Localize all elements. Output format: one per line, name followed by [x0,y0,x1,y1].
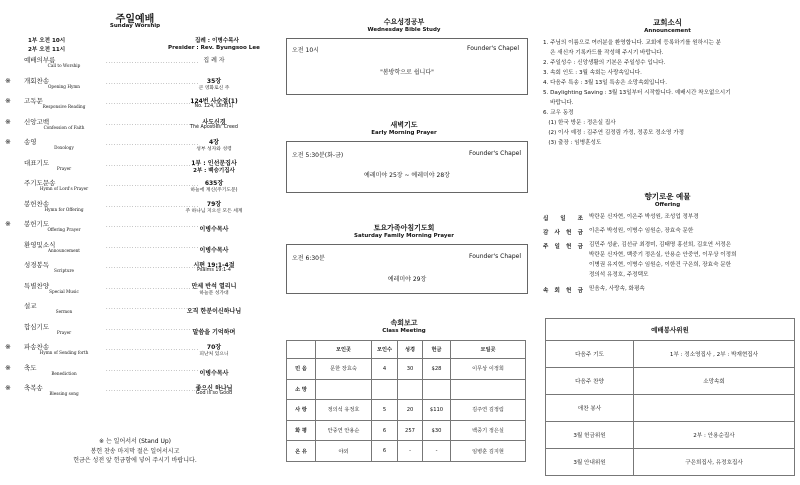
order-item-english: Doxology [54,145,74,150]
stand-marker: ※ [5,76,11,85]
order-item-title: 송영 [24,138,37,146]
dawn-title: 새벽기도 [390,121,418,129]
leader-dots: ···································· [106,326,200,333]
offering-subtitle: Offering [654,202,681,208]
class-table-header: 모인수 [372,341,398,359]
announcement-item: 바랍니다. [543,100,574,106]
offering-names [589,226,789,236]
order-item-title: 축복송 [24,384,43,392]
worship-duty-table [545,318,795,476]
order-item-title: 신앙고백 [24,117,50,126]
duty-label: 3월 헌금위원 [546,422,634,449]
order-item-value: 오직 한분이신하나님 [186,308,242,315]
class-table-cell: 김주연 김정림 [451,400,526,421]
stand-marker: ※ [5,343,11,351]
class-table-header [287,341,316,359]
order-item [0,55,270,71]
class-table-header: 모인곳 [316,341,372,359]
order-item-english: Prayer [56,329,72,335]
duty-row [546,341,795,368]
stand-marker: ※ [5,117,11,126]
offering-names [589,284,789,294]
order-item [0,117,270,133]
order-item-value: 이병수목사 [199,246,229,254]
order-item-english: Benediction [51,370,77,376]
order-item-value: 집 례 자 [203,57,225,64]
order-item-value: 만세 반석 열리니 [191,282,237,290]
order-item-english: Sermon [55,309,73,314]
order-item-title: 성경봉독 [24,261,50,269]
offering-label: 속 회 헌 금 [543,288,583,294]
leader-dots: ···································· [106,60,200,66]
class-table-cell: 20 [398,400,423,421]
announcement-item: 2. 주일성수 : 신앙생활의 기본은 주일성수 입니다. [543,60,666,66]
wednesday-time: 오전 10시 [292,47,319,54]
class-table-cell: 안중연 안용순 [316,420,372,441]
leader-dots: ···································· [106,265,200,271]
dawn-time: 오전 5:30분(화-금) [292,152,344,159]
order-item-value: 4장 [209,139,219,146]
saturday-subtitle: Saturday Family Morning Prayer [354,233,454,239]
class-table-row [287,379,526,400]
order-item-detail: 하늘문 성가대 [199,290,229,296]
class-table-cell: 4 [372,359,398,380]
saturday-title: 토요가족아침기도회 [373,224,435,232]
order-item-title: 설교 [24,302,37,310]
saturday-place: Founder's Chapel [469,253,521,260]
announcement-item: 1. 주님의 이름으로 여러분을 환영합니다. 교회에 등록하기를 원하시는 분 [543,40,722,46]
order-item [0,383,270,399]
duty-label: 다음주 기도 [546,341,634,368]
order-item-detail: 피난처 있으니 [199,352,229,357]
order-item-title: 파송찬송 [24,343,50,351]
duty-row [546,368,795,395]
presider-en: Presider : Rev. Byungsoo Lee [168,45,260,51]
class-table-cell: 257 [398,420,423,441]
class-table-cell [398,379,423,400]
duty-row [546,422,795,449]
order-item-value: 635장 [204,180,224,187]
wednesday-place: Founder's Chapel [467,45,519,52]
order-item-title: 축도 [24,363,37,372]
order-item-english: Hymn of Lord's Prayer [39,186,89,191]
duty-value: 2부 : 안용순집사 [634,422,795,449]
order-item-english: Hymn for Offering [44,206,84,212]
order-item-title: 고독문 [24,97,43,105]
order-item-detail: God is so Good [195,391,233,396]
announcement-item: 5. Daylighting Saving : 3월 13일부터 시작합니다. 예배시간 착오없으시기 [543,90,731,96]
worship-footer [0,437,270,466]
order-item-title: 주기도문송 [24,179,56,187]
saturday-box [286,244,528,294]
class-table-cell: 소 망 [287,379,316,400]
class-table-row [287,400,526,421]
sunday-worship-title: 주일예배 [115,14,155,25]
order-item [0,137,270,153]
class-table-row [287,420,526,441]
leader-dots: ···································· [106,244,200,251]
dawn-subtitle: Early Morning Prayer [371,130,437,136]
saturday-note: 예레미야 29장 [387,276,427,283]
class-table-cell: $110 [423,400,451,421]
announcement-subtitle: Announcement [644,28,691,34]
order-item-english: Offering Prayer [47,227,81,232]
class-table-cell: 야외 [316,441,372,462]
order-item-title: 예배의부름 [24,56,56,64]
order-item-title: 환영및소식 [24,240,56,249]
order-item-english: Prayer [56,165,72,171]
class-table-cell: 6 [372,441,398,462]
order-item-english: Hymn of Sending forth [39,350,89,355]
order-item [0,96,270,112]
stand-marker: ※ [5,220,11,228]
dawn-box [286,141,528,193]
announcement-item: (3) 출장 : 임병훈성도 [543,140,602,146]
class-table-cell: $30 [423,420,451,441]
service-time-1: 1부 오전 10시 [28,38,66,44]
class-table-cell: 사 랑 [287,400,316,421]
offering-hymn-note: 봉헌 찬송 마지막 절은 일어서시고 [90,447,180,455]
offering-title: 향기로운 예물 [644,192,691,201]
order-item [0,76,270,92]
offering-box-note: 헌금은 성전 앞 헌금함에 넣어 주시기 바랍니다. [73,457,197,464]
order-item-title: 개회찬송 [24,76,50,85]
order-item-title: 합심기도 [24,322,50,331]
leader-dots: ···································· [106,121,200,128]
duty-value: 1부 : 정소영집사 , 2부 : 박재현집사 [634,341,795,368]
class-table-cell [423,379,451,400]
class-table-cell: 정의석 유정호 [316,400,372,421]
order-item-english: Responsive Reading [42,104,86,109]
saturday-time: 오전 6:30분 [292,255,325,262]
order-item [0,219,270,235]
order-item [0,363,270,379]
duty-row [546,395,795,422]
class-table-header: 모일곳 [451,341,526,359]
order-item-title: 봉헌기도 [24,220,50,228]
class-table-cell: - [398,441,423,462]
class-table-cell: 5 [372,400,398,421]
order-item [0,178,270,194]
stand-marker: ※ [5,363,11,372]
class-table-cell: 온 유 [287,441,316,462]
order-item [0,322,270,338]
order-item [0,342,270,358]
order-item-detail: 2부 : 백승기집사 [193,167,235,174]
leader-dots: ···································· [106,285,200,292]
order-item-value: 사도신경 [202,118,226,126]
class-table-cell [316,379,372,400]
order-item-detail: 성부 성자와 성령 [196,147,232,152]
offering-name-line: 김민주 성윤, 김선규 최경미, 김태명 홍선희, 김호연 서정은 [589,242,732,248]
leader-dots: ···································· [106,306,200,312]
class-table-row [287,441,526,462]
offering-name-line: 정의석 유정호, 주정택모 [589,272,649,278]
order-item [0,260,270,276]
duty-label: 애찬 봉사 [546,395,634,422]
order-item-value: 시편 19:1-4절 [193,262,235,269]
order-item-english: Special Music [49,288,79,294]
class-meeting-table [286,340,526,462]
offering-name-line: 믿음속, 사랑속, 화평속 [589,286,645,292]
offering-label: 감 사 헌 금 [543,230,583,236]
dawn-note: 예레미야 25장 ~ 예레미야 28장 [364,172,450,179]
order-item-title: 봉헌찬송 [24,199,50,208]
announcement-item: (1) 한국 방문 : 정은실 집사 [543,120,616,126]
class-table-cell: 민 음 [287,359,316,380]
sunday-worship-subtitle: Sunday Worship [109,23,161,29]
leader-dots: ···································· [106,203,200,210]
order-item-value: 70장 [206,344,222,351]
leader-dots: ···································· [106,101,200,107]
order-item-detail: The Apostles' Creed [190,124,238,130]
order-item [0,240,270,256]
offering-name-line: 이은주 박성원, 이병수 임원순, 장효숙 문한 [589,228,694,234]
class-table-cell: - [423,441,451,462]
duty-value: 구은희집사, 유정호집사 [634,449,795,476]
class-table-cell: 문한 장효숙 [316,359,372,380]
order-item-value: 1부 : 인선문집사 [191,159,237,167]
stand-marker: ※ [5,138,11,146]
offering-names [589,212,789,222]
class-table-header: 헌금 [423,341,451,359]
leader-dots: ···································· [106,367,200,374]
order-item [0,301,270,317]
class-table-cell: 6 [372,420,398,441]
wednesday-title: 수요성경공부 [383,18,425,26]
leader-dots: ···································· [106,388,200,394]
announcement-item: 3. 속회 인도 : 3월 속회는 사랑속입니다. [543,70,642,76]
order-item-value: 좋으신 하나님 [195,385,233,392]
wednesday-subtitle: Wednesday Bible Study [367,27,441,33]
announcement-item: 6. 교우 동정 [543,110,574,116]
wednesday-note: "봄방학으로 쉽니다" [380,69,434,76]
offering-name-line: 이병권 유지현, 이병수 임원순, 이한건 구은희, 장효숙 문한 [589,262,732,268]
order-item-value: 124번 사순절(1) [190,98,238,105]
order-item-english: Opening Hymn [47,83,81,89]
leader-dots: ···································· [106,80,200,87]
order-item-english: Confession of Faith [43,124,85,130]
duty-title: 예배봉사위원 [546,319,795,341]
duty-value: 소망속회 [634,368,795,395]
class-table-cell [372,379,398,400]
order-item-detail: 하늘에 계신(주기도문) [190,188,238,193]
order-item-title: 대표기도 [24,158,50,167]
announcement-item: (2) 이사 예정 : 김주연 김정림 가정, 정종모 정소영 가정 [543,130,684,136]
class-table-cell: 임병훈 김지현 [451,441,526,462]
order-item-value: 말씀을 기억하며 [192,328,236,336]
class-table-header: 성경 [398,341,423,359]
class-table-cell [451,379,526,400]
order-item-detail: 큰 영화로신 주 [198,85,230,91]
class-table-cell: 이무상 이정희 [451,359,526,380]
leader-dots: ···································· [106,224,200,230]
announcement-item: 4. 다음주 특송 : 3월 13일 특송은 소망속회입니다. [543,80,667,86]
leader-dots: ···································· [106,162,200,169]
presider-ko: 집례 : 이병수목사 [195,38,239,44]
announcement-title: 교회소식 [653,18,682,27]
offering-label: 주 일 헌 금 [543,244,583,250]
service-time-2: 2부 오전 11시 [28,47,66,53]
order-item-detail: No. 124, Lent(1) [194,104,234,109]
offering-label: 십 일 조 [543,216,583,222]
order-item-detail: 주 하나님 지으신 모든 세계 [185,208,243,214]
order-item-english: Blessing song [49,391,79,396]
dawn-place: Founder's Chapel [469,150,521,157]
order-item [0,199,270,215]
class-table-cell: 30 [398,359,423,380]
order-item-english: Announcement [48,247,80,253]
order-item-value: 이병수목사 [199,226,229,233]
leader-dots: ···································· [106,142,200,148]
leader-dots: ···································· [106,183,200,189]
order-item-english: Call to Worship [47,63,81,68]
stand-marker: ※ [5,97,11,105]
duty-row [546,449,795,476]
class-meeting-subtitle: Class Meeting [382,328,426,334]
order-item [0,158,270,174]
order-item-value: 79장 [206,200,222,208]
class-table-cell: 백중기 정은실 [451,420,526,441]
class-table-cell: $28 [423,359,451,380]
order-item-value: 이병수목사 [199,369,229,377]
stand-marker: ※ [5,384,11,392]
offering-name-line: 박란문 신자현, 이은주 박성원, 조성업 정부경 [589,214,699,220]
class-table-cell: 화 평 [287,420,316,441]
duty-value [634,395,795,422]
class-meeting-title: 속회보고 [390,319,418,327]
wednesday-box [286,38,528,95]
order-item-title: 특별찬양 [24,281,50,290]
announcement-item: 은 새신자 기록카드를 작성해 주시기 바랍니다. [543,50,664,56]
order-item-value: 35장 [206,77,222,85]
duty-label: 다음주 찬양 [546,368,634,395]
offering-name-line: 박란문 신자현, 백중기 정은실, 안용순 안중연, 이무상 이정희 [589,252,737,258]
order-item [0,281,270,297]
leader-dots: ···································· [106,347,200,353]
order-item-english: Scripture [53,268,75,273]
offering-names [589,240,789,280]
stand-up-note: ※ 는 일어서서 (Stand Up) [99,438,171,445]
duty-label: 3월 안내위원 [546,449,634,476]
class-table-row [287,359,526,380]
announcement-list [543,38,793,148]
order-item-detail: Psalms 19:1-4 [197,268,231,273]
